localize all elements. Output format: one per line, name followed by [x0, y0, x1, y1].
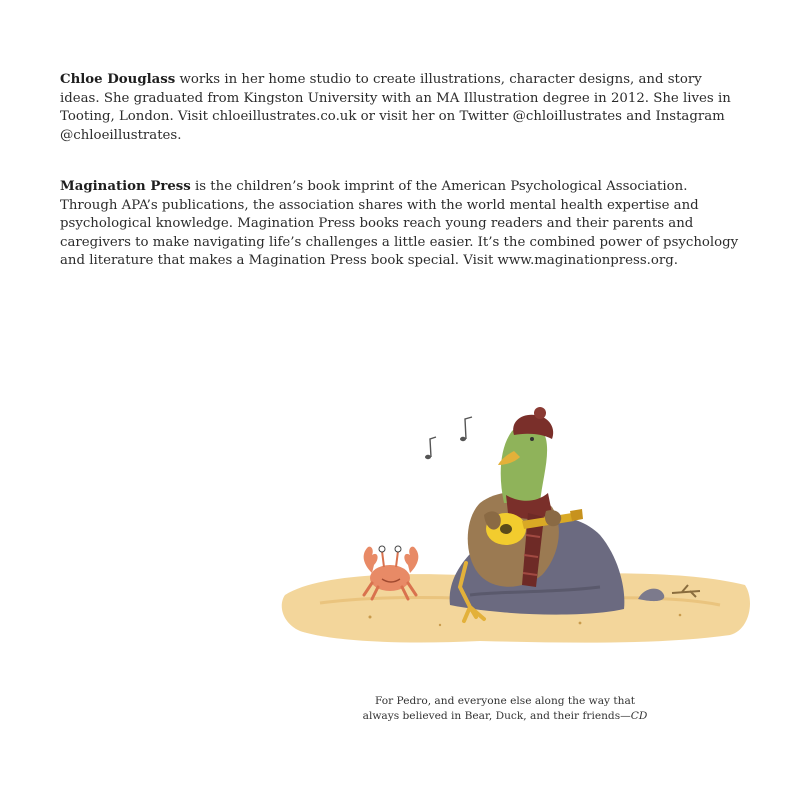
publisher-bio [60, 178, 740, 271]
publisher-name: Magination Press [60, 179, 191, 194]
music-notes [425, 417, 472, 459]
illustrator-name: Chloe Douglass [60, 72, 176, 87]
illustrator-bio [60, 71, 740, 145]
publisher-bio-text: is the children’s book imprint of the American Psychological Association. Through APA’s publications, the association shares with the world mental health expertise and psychological knowledge. Magination Press books reach young readers and their parents and caregivers to make navigating life’s challenges a little easier. It’s the combined power of psychology and literature that makes a Magination Press book special. Visit www.maginationpress.org. [60, 179, 739, 269]
dedication-signature: CD [630, 710, 648, 722]
illustrator-bio-text: works in her home studio to create illustrations, character designs, and story ideas. She graduated from Kingston University with an MA Illustration degree in 2012. She lives in Tooting, London. Visit chloeillustrates.co.uk or visit her on Twitter @chloillustrates and Instagram @chloeillustrates. [60, 72, 731, 143]
dedication: For Pedro, and everyone else along the way that always believed in Bear, Duck, and their friends—CD [362, 695, 648, 722]
dedication-line-2: always believed in Bear, Duck, and their friends [362, 710, 621, 722]
dedication-line-1: For Pedro, and everyone else along the way that [374, 695, 636, 707]
duck-and-crab-illustration [260, 395, 760, 670]
